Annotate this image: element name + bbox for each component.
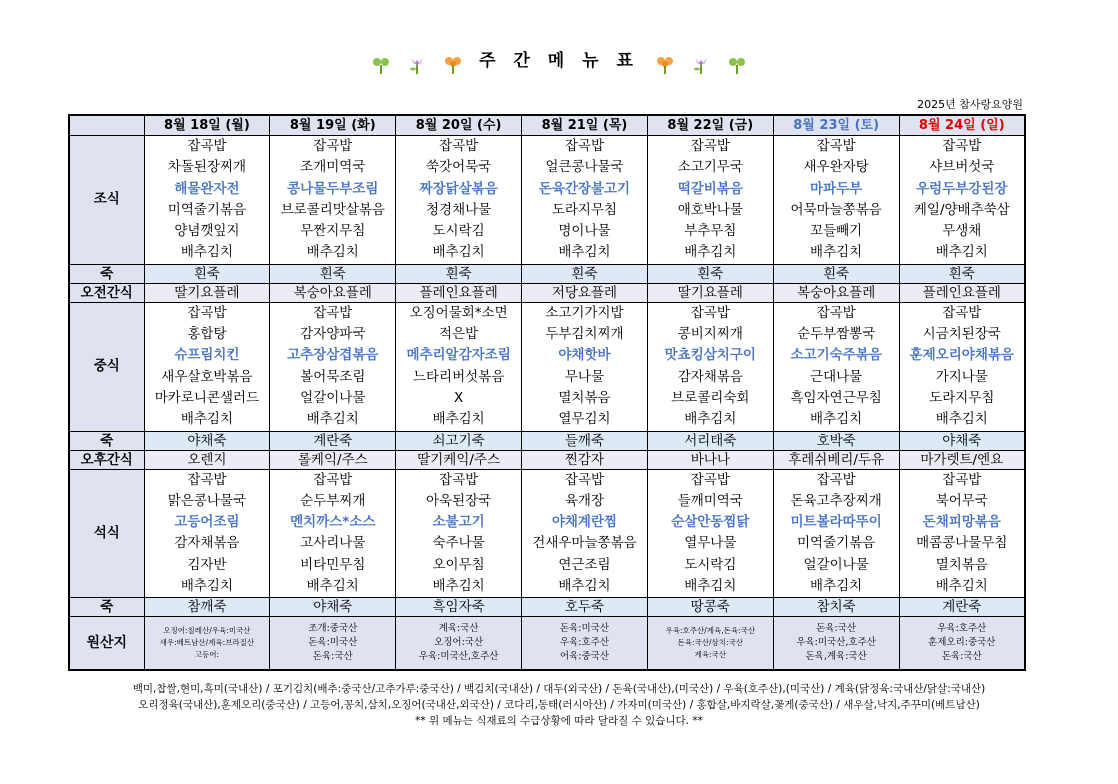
menu-item: 비타민무침 — [300, 556, 366, 573]
origin-line: 계육:국산 — [694, 650, 727, 660]
breakfast-cell — [396, 136, 522, 265]
lunch-row — [69, 302, 1025, 431]
dinner-label: 석식 — [69, 469, 144, 598]
menu-item: 아욱된장국 — [426, 492, 492, 509]
menu-item: 마파두부 — [810, 180, 863, 197]
pm-snack-label: 오후간식 — [69, 450, 144, 469]
dinner-juk-row — [69, 598, 1025, 617]
menu-item: 쑥갓어묵국 — [426, 159, 492, 176]
pm-snack-row — [69, 450, 1025, 469]
menu-item: 순살안동찜닭 — [671, 514, 750, 531]
lunch-cell — [899, 302, 1025, 431]
menu-item: 야채계란찜 — [551, 514, 618, 531]
origin-cell — [396, 617, 522, 671]
origin-line: 돈육:국산 — [816, 623, 857, 635]
dinner-juk-cell: 땅콩죽 — [647, 598, 773, 617]
dinner-juk-cell: 참치죽 — [773, 598, 899, 617]
lunch-cell — [522, 302, 648, 431]
menu-item: 잡곡밥 — [313, 304, 353, 321]
breakfast-juk-cell: 흰죽 — [773, 264, 899, 283]
menu-item: 꼬들빼기 — [810, 223, 863, 240]
origin-line: 훈제오리:중국산 — [928, 637, 996, 649]
lunch-juk-cell: 들깨죽 — [522, 431, 648, 450]
origin-line: 오징어:국산 — [434, 637, 484, 649]
menu-item: 배추김치 — [180, 411, 233, 428]
dinner-juk-label: 죽 — [69, 598, 144, 617]
origin-line: 돈육:국산 — [312, 651, 353, 663]
menu-item: 시금치된장국 — [922, 326, 1001, 343]
dinner-row — [69, 469, 1025, 598]
menu-item: 배추김치 — [432, 244, 485, 261]
am-snack-cell: 플레인요플레 — [899, 283, 1025, 302]
dinner-juk-cell: 계란죽 — [899, 598, 1025, 617]
menu-item: 청경채나물 — [426, 201, 492, 218]
menu-item: 멸치볶음 — [558, 389, 611, 406]
menu-item: 잡곡밥 — [564, 471, 605, 488]
pm-snack-cell: 오렌지 — [144, 450, 270, 469]
origin-label: 원산지 — [69, 617, 144, 671]
breakfast-juk-row — [69, 264, 1025, 283]
menu-item: 배추김치 — [432, 578, 485, 595]
menu-item: 감자양파국 — [300, 326, 366, 343]
page-title: 주 간 메 뉴 표 — [479, 51, 639, 71]
origin-line: 돈육,계육:국산 — [805, 651, 867, 663]
menu-item: 새우완자탕 — [803, 159, 869, 176]
menu-item: 잡곡밥 — [942, 138, 982, 154]
menu-item: 잡곡밥 — [690, 471, 730, 488]
menu-item: 돈육고추장찌개 — [790, 492, 882, 509]
origin-line: 우육:미국산,호주산 — [796, 637, 876, 649]
day-header: 8월 22일 (금) — [647, 115, 773, 136]
menu-item: 건새우마늘쫑볶음 — [532, 535, 637, 552]
menu-item: 새우살호박볶음 — [161, 368, 253, 385]
clover-icon — [370, 54, 392, 76]
breakfast-juk-cell: 흰죽 — [396, 264, 522, 283]
menu-item: 어묵마늘쫑볶음 — [790, 201, 882, 218]
menu-item: 배추김치 — [935, 244, 988, 261]
breakfast-juk-label: 죽 — [69, 264, 144, 283]
origin-cell — [522, 617, 648, 671]
menu-item: 무생채 — [942, 223, 982, 240]
pm-snack-cell: 후레쉬베리/두유 — [773, 450, 899, 469]
menu-item: 배추김치 — [935, 578, 988, 595]
dinner-juk-cell: 호두죽 — [522, 598, 648, 617]
dinner-cell — [270, 469, 396, 598]
right-icons — [654, 54, 748, 76]
footer-line-2: 오리정육(국내산),훈제오리(중국산) / 고등어,꽁치,삼치,오징어(국내산,외국산) / 코다리,동태(러시아산) / 가자미(미국산) / 홍합살,바지락살,꽃게(중국산) / 새우살,낙지,주꾸미(베트남산) — [138, 699, 980, 711]
am-snack-cell: 딸기요플레 — [144, 283, 270, 302]
lunch-cell — [270, 302, 396, 431]
menu-item: 홍합탕 — [187, 326, 227, 343]
menu-item: 배추김치 — [558, 578, 611, 595]
origin-cell — [647, 617, 773, 671]
menu-item: 맑은콩나물국 — [167, 492, 247, 509]
menu-item: 도시락김 — [684, 556, 737, 573]
origin-line: 조개:중국산 — [308, 623, 358, 635]
origin-cell — [899, 617, 1025, 671]
lunch-juk-cell: 야채죽 — [144, 431, 270, 450]
pm-snack-cell: 찐감자 — [522, 450, 648, 469]
menu-item: 잡곡밥 — [313, 138, 353, 154]
menu-item: 육개장 — [564, 492, 605, 509]
menu-item: 배추김치 — [684, 244, 737, 261]
menu-item: 열무김치 — [558, 411, 611, 428]
menu-item: 잡곡밥 — [439, 138, 479, 154]
breakfast-juk-cell: 흰죽 — [647, 264, 773, 283]
dinner-cell — [773, 469, 899, 598]
menu-item: 연근조림 — [558, 556, 611, 573]
header-row — [69, 115, 1025, 136]
footer-note: ** 위 메뉴는 식재료의 수급상황에 따라 달라질 수 있습니다. ** — [415, 715, 703, 727]
menu-item: 김자반 — [187, 556, 227, 573]
dinner-juk-cell: 참깨죽 — [144, 598, 270, 617]
menu-item: 잡곡밥 — [564, 138, 605, 154]
menu-item: 배추김치 — [684, 411, 737, 428]
am-snack-cell: 딸기요플레 — [647, 283, 773, 302]
breakfast-cell — [773, 136, 899, 265]
menu-item: 잡곡밥 — [816, 138, 856, 154]
menu-item: 떡갈비볶음 — [677, 180, 743, 197]
menu-item: 브로콜리숙회 — [671, 389, 750, 406]
title-row — [0, 52, 1118, 92]
menu-item: 차돌된장찌개 — [167, 159, 247, 176]
origin-line: 어육:중국산 — [559, 651, 609, 663]
menu-item: 감자채볶음 — [174, 535, 240, 552]
menu-item: 양념깻잎지 — [174, 223, 240, 240]
origin-line: 돈육:국산/삼치:국산 — [677, 638, 744, 648]
menu-item: 가지나물 — [935, 368, 988, 385]
menu-item: 고등어조림 — [174, 514, 240, 531]
origin-line: 돈육:국산 — [941, 651, 982, 663]
menu-item: 잡곡밥 — [942, 304, 982, 321]
menu-item: 소고기숙주볶음 — [790, 347, 882, 364]
left-icons — [370, 54, 464, 76]
menu-item: 잡곡밥 — [187, 138, 227, 154]
origin-cell — [773, 617, 899, 671]
menu-item: 미역줄기볶음 — [167, 201, 247, 218]
menu-item: 얼갈이나물 — [803, 556, 869, 573]
lunch-cell — [396, 302, 522, 431]
menu-item: 잡곡밥 — [313, 471, 353, 488]
menu-item: 배추김치 — [306, 244, 359, 261]
dinner-juk-cell: 흑임자죽 — [396, 598, 522, 617]
breakfast-cell — [899, 136, 1025, 265]
menu-item: 도시락김 — [432, 223, 485, 240]
am-snack-cell: 플레인요플레 — [396, 283, 522, 302]
menu-item: 브로콜리맛살볶음 — [280, 201, 385, 218]
menu-item: 두부김치찌개 — [545, 326, 624, 343]
menu-item: 잡곡밥 — [942, 471, 982, 488]
menu-item: 조개미역국 — [300, 159, 366, 176]
menu-item: 고추장삼겹볶음 — [287, 347, 379, 364]
menu-item: 잡곡밥 — [816, 304, 856, 321]
lunch-juk-label: 죽 — [69, 431, 144, 450]
pm-snack-cell: 마가렛트/엔요 — [899, 450, 1025, 469]
lunch-juk-cell: 쇠고기죽 — [396, 431, 522, 450]
pm-snack-cell: 딸기케익/주스 — [396, 450, 522, 469]
origin-line: 계육:국산 — [438, 623, 479, 635]
origin-line: 돈육:미국산 — [308, 637, 358, 649]
menu-item: 잡곡밥 — [690, 304, 730, 321]
breakfast-juk-cell: 흰죽 — [270, 264, 396, 283]
menu-item: 해물완자전 — [174, 180, 240, 197]
am-snack-cell: 저당요플레 — [522, 283, 648, 302]
day-header: 8월 24일 (일) — [899, 115, 1025, 136]
menu-item: 명이나물 — [558, 223, 611, 240]
menu-item: 배추김치 — [180, 578, 233, 595]
dinner-cell — [144, 469, 270, 598]
menu-item: 북어무국 — [935, 492, 988, 509]
menu-item: 적은밥 — [439, 326, 479, 343]
menu-item: 배추김치 — [558, 244, 611, 261]
menu-item: 배추김치 — [935, 411, 988, 428]
menu-item: 얼큰콩나물국 — [545, 159, 624, 176]
footer-line-1: 백미,찹쌀,현미,흑미(국내산) / 포기김치(배추:중국산/고추가루:중국산) / 백김치(국내산) / 대두(외국산) / 돈육(국내산),(미국산) / 우육(호주산),(미국산) / 계육(닭정육:국내산/닭살:국내산) — [132, 683, 986, 695]
dinner-cell — [522, 469, 648, 598]
day-header: 8월 19일 (화) — [270, 115, 396, 136]
am-snack-cell: 복숭아요플레 — [270, 283, 396, 302]
menu-item: 배추김치 — [810, 244, 863, 261]
origin-row — [69, 617, 1025, 671]
weekly-menu-table — [68, 114, 1026, 671]
menu-item: 흑임자연근무침 — [790, 389, 882, 406]
menu-item: 미역줄기볶음 — [797, 535, 876, 552]
menu-item: 짜장닭살볶음 — [419, 180, 498, 197]
menu-item: 소고기가지밥 — [545, 304, 624, 321]
menu-item: 샤브버섯국 — [929, 159, 995, 176]
day-header: 8월 23일 (토) — [773, 115, 899, 136]
menu-item: 근대나물 — [810, 368, 863, 385]
menu-item: 도라지무침 — [551, 201, 618, 218]
menu-item: 배추김치 — [810, 578, 863, 595]
menu-item: 무나물 — [564, 368, 605, 385]
menu-item: 도라지무침 — [929, 389, 995, 406]
breakfast-cell — [270, 136, 396, 265]
day-header: 8월 20일 (수) — [396, 115, 522, 136]
am-snack-row — [69, 283, 1025, 302]
day-header: 8월 21일 (목) — [522, 115, 648, 136]
menu-item: 훈제오리야채볶음 — [909, 347, 1014, 364]
lunch-cell — [144, 302, 270, 431]
menu-item: 매콤콩나물무침 — [916, 535, 1008, 552]
origin-line: 우육:호주산 — [937, 623, 987, 635]
menu-item: 잡곡밥 — [816, 471, 856, 488]
menu-item: 배추김치 — [810, 411, 863, 428]
menu-item: 야채핫바 — [558, 347, 611, 364]
origin-line: 우육:미국산,호주산 — [418, 651, 499, 663]
menu-item: 잡곡밥 — [690, 138, 730, 154]
lunch-juk-cell: 서리태죽 — [647, 431, 773, 450]
menu-item: 우렁두부강된장 — [916, 180, 1008, 197]
menu-item: 열무나물 — [684, 535, 737, 552]
menu-item: 맛쵸킹삼치구이 — [664, 347, 756, 364]
origin-cell — [144, 617, 270, 671]
menu-item: 콩비지찌개 — [677, 326, 743, 343]
menu-item: 돈육간장불고기 — [538, 180, 631, 197]
menu-item: X — [453, 389, 464, 406]
breakfast-cell — [647, 136, 773, 265]
lunch-juk-cell: 계란죽 — [270, 431, 396, 450]
breakfast-cell — [144, 136, 270, 265]
menu-item: 감자채볶음 — [677, 368, 743, 385]
lunch-label: 중식 — [69, 302, 144, 431]
menu-item: 오징어물회*소면 — [409, 304, 508, 321]
dinner-cell — [647, 469, 773, 598]
menu-item: 배추김치 — [432, 411, 485, 428]
org-label: 2025년 참사랑요양원 — [917, 98, 1023, 111]
menu-item: 애호박나물 — [677, 201, 743, 218]
menu-item: 배추김치 — [306, 578, 359, 595]
tulip-icon — [406, 54, 428, 76]
origin-line: 오징어:칠레산/우육:미국산 — [163, 626, 251, 636]
dinner-juk-cell: 야채죽 — [270, 598, 396, 617]
menu-item: 부추무침 — [684, 223, 737, 240]
day-header: 8월 18일 (월) — [144, 115, 270, 136]
menu-item: 멸치볶음 — [935, 556, 988, 573]
menu-item: 미트볼라따뚜이 — [790, 514, 882, 531]
flower-icon — [654, 54, 676, 76]
breakfast-juk-cell: 흰죽 — [899, 264, 1025, 283]
menu-item: 잡곡밥 — [187, 304, 227, 321]
menu-item: 고사리나물 — [300, 535, 366, 552]
origin-line: 돈육:미국산 — [559, 623, 609, 635]
origin-cell — [270, 617, 396, 671]
menu-item: 오이무침 — [432, 556, 485, 573]
breakfast-row — [69, 136, 1025, 265]
lunch-cell — [647, 302, 773, 431]
header-corner — [69, 115, 144, 136]
am-snack-cell: 복숭아요플레 — [773, 283, 899, 302]
lunch-cell — [773, 302, 899, 431]
menu-item: 멘치까스*소스 — [290, 514, 376, 531]
menu-item: 잡곡밥 — [439, 471, 479, 488]
lunch-juk-cell: 호박죽 — [773, 431, 899, 450]
menu-item: 느타리버섯볶음 — [412, 368, 505, 385]
menu-item: 무짠지무침 — [300, 223, 366, 240]
menu-item: 들깨미역국 — [677, 492, 743, 509]
breakfast-cell — [522, 136, 648, 265]
menu-item: 마카로니콘샐러드 — [154, 389, 260, 406]
origin-line: 우육:호주산 — [559, 637, 609, 649]
breakfast-label: 조식 — [69, 136, 144, 265]
flower-icon — [442, 54, 464, 76]
dinner-cell — [396, 469, 522, 598]
menu-item: 소불고기 — [432, 514, 485, 531]
menu-item: 배추김치 — [306, 411, 359, 428]
origin-line: 우육:호주산/계육,돈육:국산 — [665, 626, 756, 636]
menu-item: 케일/양배추쑥삼 — [913, 201, 1010, 218]
tulip-icon — [690, 54, 712, 76]
menu-item: 볼어묵조림 — [300, 368, 366, 385]
menu-item: 잡곡밥 — [187, 471, 227, 488]
origin-line: 고등어: — [194, 650, 220, 660]
menu-item: 돈채피망볶음 — [922, 514, 1001, 531]
breakfast-juk-cell: 흰죽 — [522, 264, 648, 283]
menu-item: 콩나물두부조림 — [287, 180, 379, 197]
menu-item: 배추김치 — [180, 244, 233, 261]
menu-item: 메추리알감자조림 — [406, 347, 511, 364]
menu-item: 슈프림치킨 — [174, 347, 240, 364]
menu-item: 소고기무국 — [677, 159, 743, 176]
lunch-juk-row — [69, 431, 1025, 450]
pm-snack-cell: 바나나 — [647, 450, 773, 469]
menu-item: 배추김치 — [684, 578, 737, 595]
dinner-cell — [899, 469, 1025, 598]
clover-icon — [726, 54, 748, 76]
menu-item: 순두부찌개 — [300, 492, 366, 509]
menu-item: 얼갈이나물 — [300, 389, 366, 406]
origin-line: 새우:베트남산/계육:브라질산 — [159, 638, 255, 648]
menu-item: 숙주나물 — [432, 535, 485, 552]
am-snack-label: 오전간식 — [69, 283, 144, 302]
breakfast-juk-cell: 흰죽 — [144, 264, 270, 283]
pm-snack-cell: 롤케익/주스 — [270, 450, 396, 469]
lunch-juk-cell: 야채죽 — [899, 431, 1025, 450]
menu-item: 순두부짬뽕국 — [797, 326, 876, 343]
